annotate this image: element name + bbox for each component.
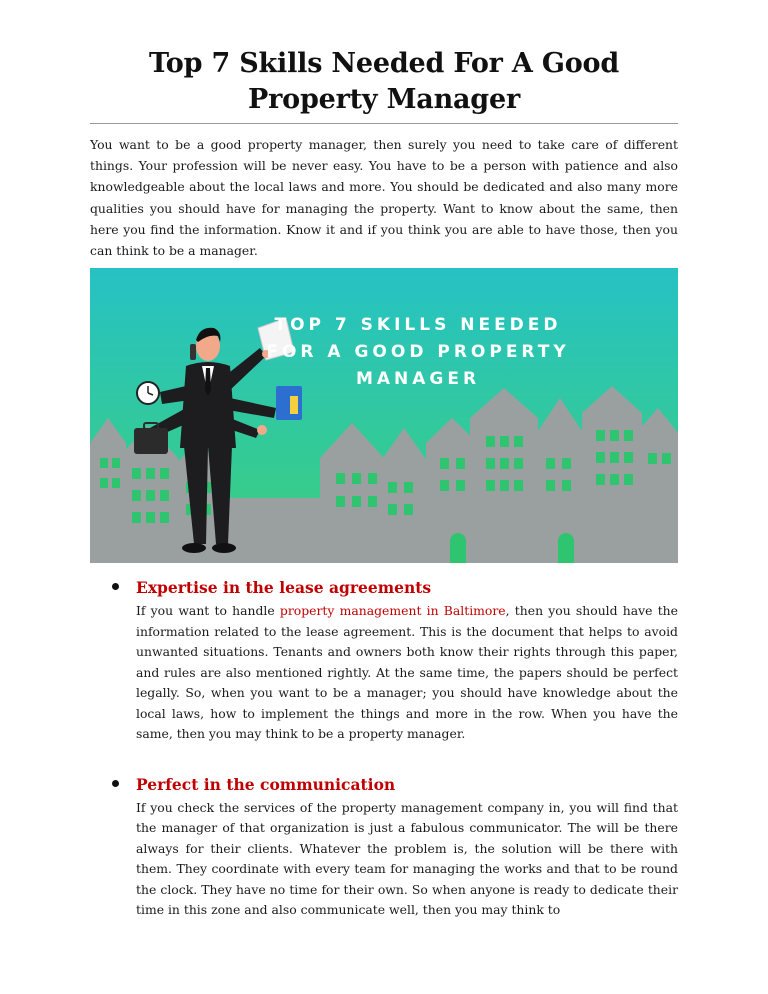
phone-icon [190, 344, 196, 360]
list-item [90, 577, 678, 745]
baltimore-link[interactable]: property management in Baltimore [279, 603, 506, 618]
hero-text-line-3: MANAGER [355, 369, 481, 389]
section-heading: Perfect in the communication [136, 774, 396, 794]
intro-paragraph: You want to be a good property manager, then surely you need to take care of different things. Your profession will be never easy. You have to be a person with patience and also knowledgeable about the local laws and more. You should be dedicated and also many more qualities you should have for managing the property. Want to know about the same, then here you find the information. Know it and if you think you are able to have those, then you can think to be a manager. [90, 137, 678, 259]
hero-text-line-2: FOR A GOOD PROPERTY [266, 342, 570, 362]
title-divider [90, 123, 678, 124]
bullet-icon [112, 780, 119, 787]
briefcase-icon [134, 428, 168, 454]
section-text: If you want to handle [136, 603, 280, 618]
hero-illustration [90, 268, 678, 563]
section-body [136, 798, 678, 921]
bullet-icon [112, 583, 119, 590]
list-item [90, 774, 678, 921]
section-text: , then you should have the information related to the lease agreement. This is the document that helps to avoid unwanted situations. Tenants and owners both know their rights through this paper, and rules are also mentioned rightly. At the same time, the papers should be perfect legally. So, when you want to be a manager; you should have knowledge about the local laws, how to implement the things and more in the row. When you have the same, then you may think to be a property manager. [136, 603, 678, 741]
binder-icon [276, 386, 302, 420]
skills-list [90, 577, 678, 950]
section-body [136, 601, 678, 745]
section-heading: Expertise in the lease agreements [136, 578, 432, 597]
document-title: Top 7 Skills Needed For A Good Property Manager [148, 48, 620, 115]
section-text: If you check the services of the property management company in, you will find that the manager of that organization is just a fabulous communicator. The will be there always for their clients. Whatever the problem is, the solution will be there with them. They coordinate with every team for managing the works and that to be round the clock. They have no time for their own. So when anyone is ready to dedicate their time in this zone and also communicate well, then you may think to [136, 799, 678, 917]
hero-banner [90, 268, 678, 563]
hero-text-line-1: TOP 7 SKILLS NEEDED [274, 315, 562, 335]
